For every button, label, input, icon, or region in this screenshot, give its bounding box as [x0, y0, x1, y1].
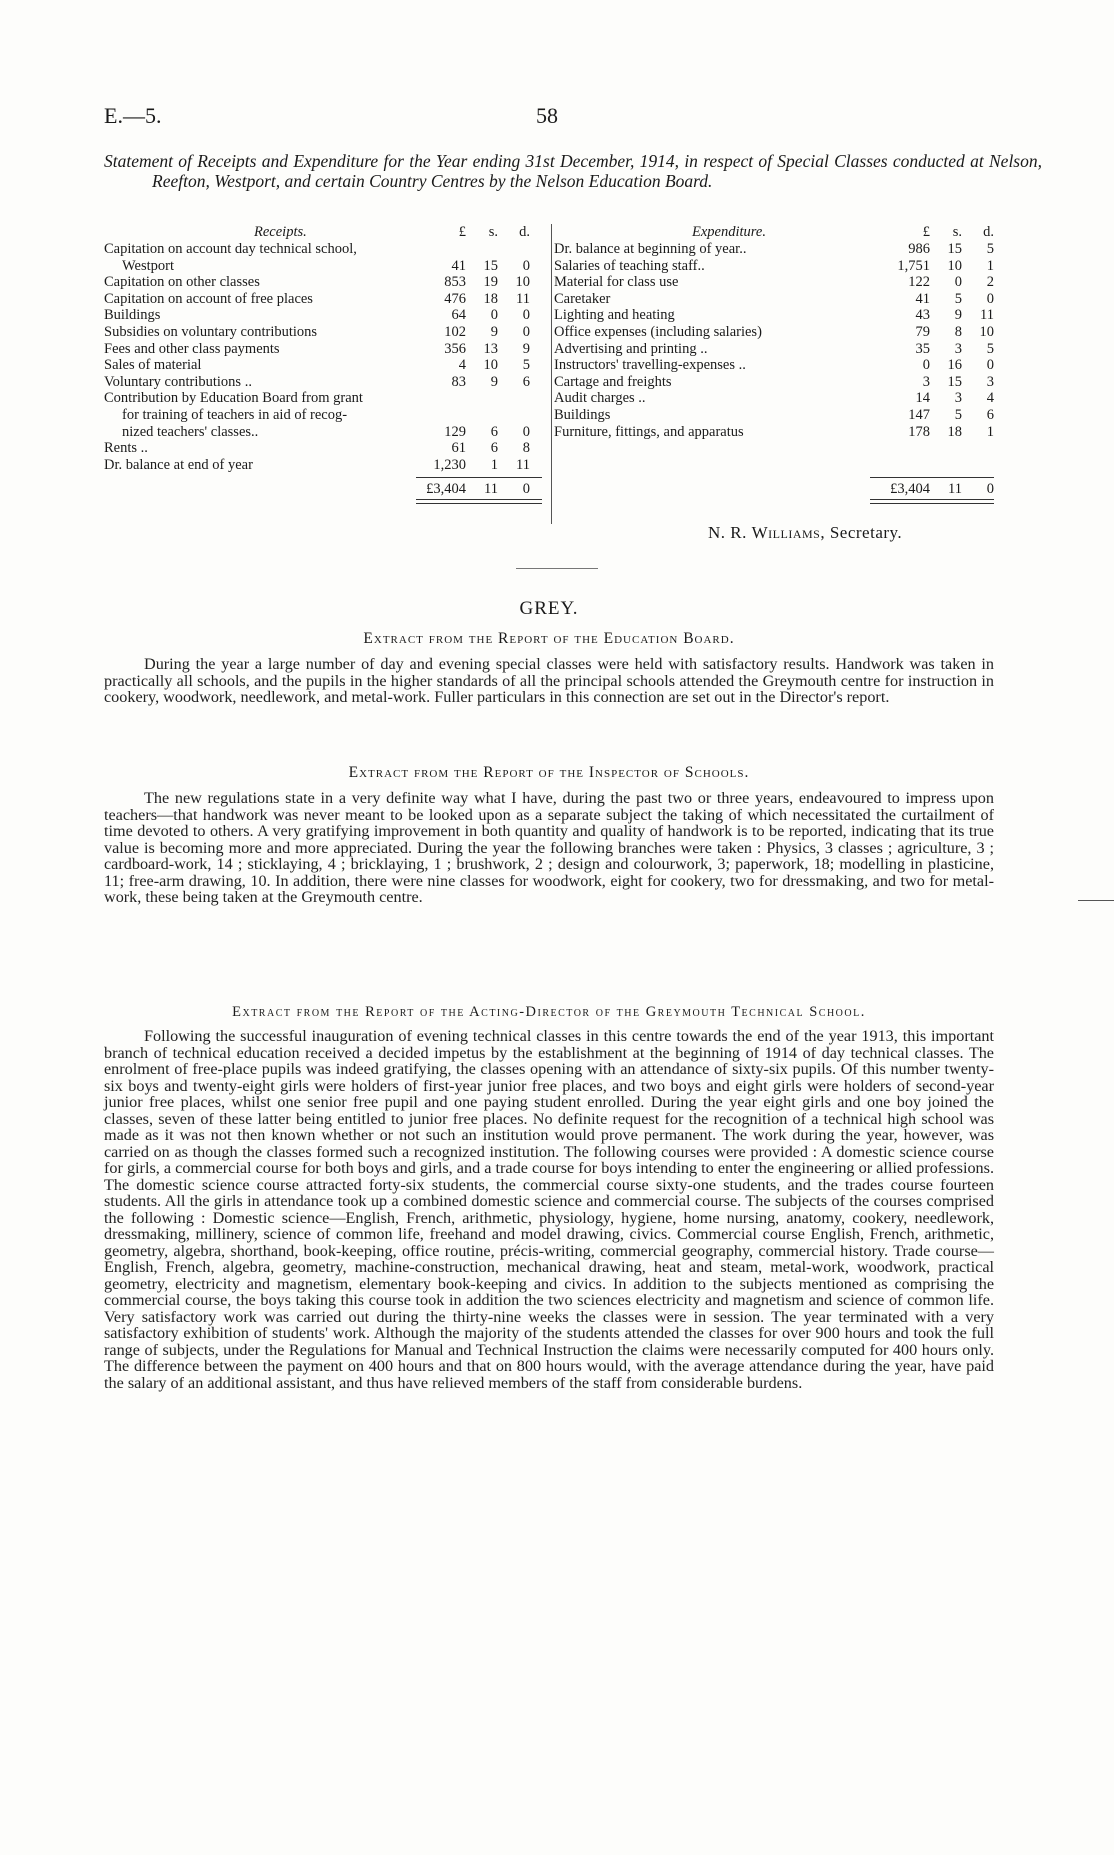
receipts-item-shillings: 19 [483, 274, 498, 291]
paragraph-inspector: The new regulations state in a very definite way what I have, during the past two or three years, endeavoured to impress upon teachers—that handwork was never meant to be looked upon as a separate subject the taking of which necessitated the curtailment of time devoted to others. A very gratifying improvement in both quantity and quality of handwork is to be reported, indicating that its true value is becoming more and more appreciated. During the year the following branches were taken : Physics, 3 classes ; agriculture, 3 ; cardboard-work, 14 ; sticklaying, 4 ; bricklaying, 1 ; brushwork, 2 ; design and colourwork, 3; paperwork, 18; modelling in plasticine, 11; free-arm drawing, 10. In addition, there were nine classes for woodwork, eight for cookery, two for dressmaking, and two for metal-work, these being taken at the Greymouth centre. [104, 789, 994, 906]
receipts-item-label: Fees and other class payments [104, 340, 280, 357]
expenditure-item-pounds: 35 [915, 340, 930, 357]
receipts-heading: Receipts. [254, 224, 307, 240]
section-divider [516, 568, 598, 569]
expenditure-item-pence: 10 [979, 323, 994, 340]
expenditure-row [554, 307, 994, 324]
expenditure-item-pence: 1 [986, 257, 994, 274]
expenditure-item-pence: 3 [986, 373, 994, 390]
expenditure-item-pounds: 14 [915, 390, 930, 407]
expenditure-row [554, 357, 994, 374]
receipts-item-pounds: 83 [451, 373, 466, 390]
expenditure-item-label: Material for class use [554, 274, 679, 291]
receipts-item-label: Capitation on account of free places [104, 290, 313, 307]
expenditure-item-shillings: 15 [947, 241, 962, 257]
expenditure-item-label: Advertising and printing .. [554, 340, 708, 357]
signature-surname: Williams [751, 523, 821, 542]
receipts-row [104, 440, 546, 457]
expenditure-item-pence: 11 [980, 307, 994, 324]
pence-header: d. [983, 224, 994, 240]
receipts-item-label: for training of teachers in aid of recog- [122, 406, 348, 423]
receipts-item-label: Subsidies on voluntary contributions [104, 323, 318, 340]
receipts-total-pounds: £3,404 [426, 481, 466, 498]
expenditure-column [554, 224, 994, 503]
receipts-row [104, 407, 546, 424]
expenditure-item-label: Dr. balance at beginning of year.. [554, 241, 747, 257]
section-title-grey: GREY. [519, 598, 579, 619]
receipts-item-shillings: 15 [483, 257, 498, 274]
receipts-item-pence: 5 [522, 357, 530, 374]
expenditure-header [554, 224, 994, 241]
expenditure-total-pounds: £3,404 [890, 481, 930, 498]
receipts-item-pounds: 41 [451, 257, 466, 274]
receipts-item-pence: 0 [522, 307, 530, 324]
expenditure-item-label: Cartage and freights [554, 373, 672, 390]
receipts-item-pounds: 102 [444, 323, 466, 340]
expenditure-item-pence: 4 [986, 390, 994, 407]
expenditure-item-pence: 1 [986, 423, 994, 440]
expenditure-item-label: Buildings [554, 406, 611, 423]
document-reference: E.—5. [104, 103, 162, 128]
expenditure-item-label: Lighting and heating [554, 307, 675, 324]
receipts-item-shillings: 0 [490, 307, 498, 324]
expenditure-row [554, 241, 994, 258]
expenditure-item-pounds: 986 [908, 241, 930, 257]
receipts-item-pence: 9 [522, 340, 530, 357]
expenditure-item-shillings: 15 [947, 373, 962, 390]
expenditure-item-shillings: 8 [954, 323, 962, 340]
expenditure-total-shillings: 11 [948, 481, 962, 498]
expenditure-row [554, 374, 994, 391]
expenditure-row [554, 341, 994, 358]
expenditure-item-shillings: 5 [954, 290, 962, 307]
receipts-row [104, 374, 546, 391]
expenditure-item-pounds: 0 [922, 357, 930, 374]
expenditure-item-label: Office expenses (including salaries) [554, 323, 762, 340]
statement-title: Statement of Receipts and Expenditure for the Year ending 31st December, 1914, in respect of Special Classes conducted at Nelson, Reefton, Westport, and certain Country Centres by the Nelson Education Board. [104, 151, 1042, 191]
receipts-header [104, 224, 546, 241]
receipts-row [104, 324, 546, 341]
expenditure-item-pounds: 79 [915, 323, 930, 340]
expenditure-item-label: Furniture, fittings, and apparatus [554, 423, 744, 440]
page-number: 58 [536, 103, 558, 128]
paragraph-acting-director: Following the successful inauguration of evening technical classes in this centre towards the end of the year 1913, this important branch of technical education received a decided impetus by the establishment at the beginning of 1914 of day technical classes. The enrolment of free-place pupils was indeed gratifying, the classes opening with an attendance of sixty-six pupils. Of this number twenty-six boys and twenty-eight girls were holders of first-year junior free places, and two boys and eight girls were holders of second-year junior free places, whilst one senior free pupil and one paying student enrolled. During the year eight girls and one boy joined the classes, seven of these latter being entitled to junior free places. No definite request for the recognition of a technical high school was made as it was not then known whether or not such an institution would prove permanent. The work during the year, however, was carried on as though the classes formed such a recognized institution. The following courses were provided : A domestic science course for girls, a commercial course for both boys and girls, and a trade course for boys intending to enter the engineering or allied professions. The domestic science course attracted forty-six students, the commercial course sixty-one students, and the trades course fourteen students. All the girls in attendance took up a combined domestic science and commercial course. The subjects of the courses comprised the following : Domestic science—English, French, arithmetic, physiology, hygiene, home nursing, anatomy, cookery, needlework, dressmaking, millinery, science of common life, freehand and model drawing, civics. Commercial course English, French, arithmetic, geometry, algebra, shorthand, book-keeping, office routine, précis-writing, commercial geography, commercial history. Trade course—English, French, algebra, geometry, machine-construction, mechanical drawing, heat and steam, metal-work, woodwork, practical geometry, electricity and magnetism, elementary book-keeping and civics. In addition to the subjects mentioned as comprising the commercial course, the boys taking this course took in addition the two sciences electricity and magnetism and science of common life. Very satisfactory work was carried out during the thirty-nine weeks the classes were in session. The year terminated with a very satisfactory exhibition of students' work. Although the majority of the students attended the classes for over 900 hours and took the full range of subjects, under the Regulations for Manual and Technical Instruction the claims were necessarily computed for 400 hours only. The difference between the payment on 400 hours and that on 800 hours would, with the average attendance during the year, have paid the salary of an additional assistant, and thus have relieved members of the staff from considerable burdens. [104, 1027, 994, 1392]
expenditure-item-pence: 6 [986, 406, 994, 423]
expenditure-item-shillings: 10 [947, 257, 962, 274]
receipts-row [104, 291, 546, 308]
receipts-item-pounds: 61 [451, 440, 466, 457]
receipts-item-label: Capitation on other classes [104, 274, 260, 291]
receipts-rows [104, 241, 546, 473]
receipts-item-shillings: 18 [483, 290, 498, 307]
extract-heading-acting-director: Extract from the Report of the Acting-Director of the Greymouth Technical School. [232, 1004, 866, 1020]
expenditure-item-pounds: 41 [915, 290, 930, 307]
expenditure-item-pence: 2 [986, 274, 994, 291]
expenditure-row [554, 407, 994, 424]
signature [708, 523, 902, 543]
receipts-item-shillings: 9 [490, 373, 498, 390]
receipts-item-shillings: 6 [490, 423, 498, 440]
expenditure-row [554, 424, 994, 441]
receipts-item-pounds: 1,230 [433, 456, 466, 473]
expenditure-total-pence: 0 [986, 481, 994, 498]
expenditure-item-pounds: 147 [908, 406, 930, 423]
receipts-item-label: Sales of material [104, 357, 202, 374]
expenditure-item-shillings: 5 [954, 406, 962, 423]
receipts-item-label: Voluntary contributions .. [104, 373, 252, 390]
expenditure-row [554, 291, 994, 308]
expenditure-item-pence: 5 [986, 340, 994, 357]
receipts-row [104, 390, 546, 407]
pounds-header: £ [922, 224, 930, 240]
receipts-item-pence: 0 [522, 323, 530, 340]
receipts-item-shillings: 13 [483, 340, 498, 357]
receipts-item-pence: 0 [522, 257, 530, 274]
expenditure-item-pounds: 3 [922, 373, 930, 390]
signature-title: , Secretary. [820, 523, 903, 542]
receipts-item-shillings: 1 [490, 456, 498, 473]
receipts-item-label: Rents .. [104, 440, 148, 457]
receipts-item-pounds: 853 [444, 274, 466, 291]
receipts-total-row [104, 477, 546, 503]
expenditure-item-pence: 5 [986, 241, 994, 257]
receipts-column [104, 224, 546, 503]
shillings-header: s. [488, 224, 498, 240]
receipts-row [104, 357, 546, 374]
receipts-item-pounds: 476 [444, 290, 466, 307]
accounts-table [104, 224, 994, 544]
receipts-item-label: Dr. balance at end of year [104, 456, 253, 473]
expenditure-item-pence: 0 [986, 290, 994, 307]
receipts-item-pence: 11 [516, 456, 530, 473]
extract-heading-education-board: Extract from the Report of the Education Board. [363, 630, 735, 647]
receipts-item-label: Westport [122, 257, 174, 274]
expenditure-item-pence: 0 [986, 357, 994, 374]
expenditure-item-pounds: 43 [915, 307, 930, 324]
column-divider [551, 224, 552, 524]
paragraph-education-board: During the year a large number of day and evening special classes were held with satisfactory results. Handwork was taken in practically all schools, and the pupils in the higher standards of all the principal schools attended the Greymouth centre for instruction in cookery, woodwork, needlework, and metal-work. Fuller particulars in this connection are set out in the Director's report. [104, 655, 994, 706]
receipts-row [104, 424, 546, 441]
receipts-item-pounds: 129 [444, 423, 466, 440]
receipts-item-pounds: 4 [458, 357, 466, 374]
pence-header: d. [519, 224, 530, 240]
receipts-item-label: Contribution by Education Board from grant [104, 390, 363, 407]
expenditure-row [554, 258, 994, 275]
expenditure-row [554, 390, 994, 407]
pounds-header: £ [458, 224, 466, 240]
receipts-item-pence: 11 [516, 290, 530, 307]
expenditure-item-shillings: 18 [947, 423, 962, 440]
receipts-row [104, 457, 546, 474]
receipts-row [104, 307, 546, 324]
receipts-item-pence: 6 [522, 373, 530, 390]
expenditure-heading: Expenditure. [692, 224, 766, 240]
receipts-item-pence: 8 [522, 440, 530, 457]
expenditure-item-shillings: 3 [954, 390, 962, 407]
receipts-item-pounds: 356 [444, 340, 466, 357]
margin-mark [1078, 900, 1114, 901]
receipts-row [104, 341, 546, 358]
expenditure-item-shillings: 3 [954, 340, 962, 357]
expenditure-item-pounds: 122 [908, 274, 930, 291]
expenditure-item-label: Caretaker [554, 290, 611, 307]
extract-heading-inspector: Extract from the Report of the Inspector of Schools. [348, 764, 750, 781]
expenditure-row [554, 274, 994, 291]
expenditure-item-shillings: 16 [947, 357, 962, 374]
receipts-item-label: Capitation on account day technical school, [104, 241, 357, 257]
expenditure-item-label: Instructors' travelling-expenses .. [554, 357, 746, 374]
expenditure-row [554, 324, 994, 341]
receipts-row [104, 274, 546, 291]
expenditure-item-label: Audit charges .. [554, 390, 646, 407]
receipts-row [104, 258, 546, 275]
receipts-row [104, 241, 546, 258]
receipts-item-pounds: 64 [451, 307, 466, 324]
signature-initials: N. R. [708, 523, 752, 542]
expenditure-item-shillings: 0 [954, 274, 962, 291]
expenditure-item-pounds: 1,751 [897, 257, 930, 274]
receipts-total-pence: 0 [522, 481, 530, 498]
receipts-item-shillings: 9 [490, 323, 498, 340]
receipts-total-shillings: 11 [484, 481, 498, 498]
receipts-item-label: Buildings [104, 307, 161, 324]
expenditure-total-row [554, 477, 994, 503]
expenditure-item-pounds: 178 [908, 423, 930, 440]
expenditure-rows [554, 241, 994, 440]
receipts-item-shillings: 6 [490, 440, 498, 457]
expenditure-item-label: Salaries of teaching staff.. [554, 257, 705, 274]
shillings-header: s. [952, 224, 962, 240]
receipts-item-pence: 10 [515, 274, 530, 291]
expenditure-item-shillings: 9 [954, 307, 962, 324]
receipts-item-pence: 0 [522, 423, 530, 440]
receipts-item-label: nized teachers' classes.. [122, 423, 259, 440]
receipts-item-shillings: 10 [483, 357, 498, 374]
